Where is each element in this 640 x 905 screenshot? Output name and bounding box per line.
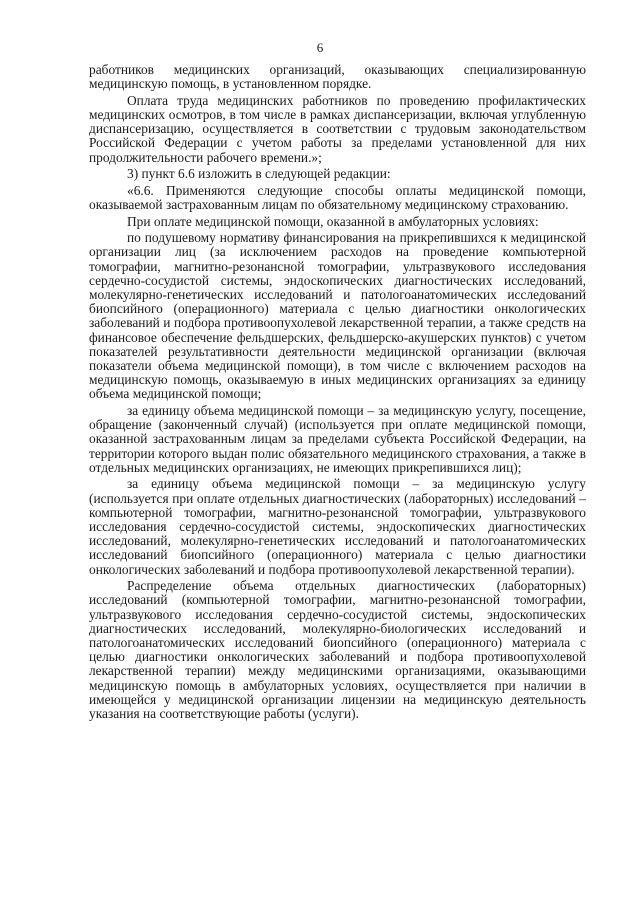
paragraph: При оплате медицинской помощи, оказанной в амбулаторных условиях: [127, 213, 539, 229]
paragraph: Оплата труда медицинских работников по проведению профилактических медицинских осмотров, в том числе в рамках диспансеризации, включая углубленную диспансеризацию, осуществляется в соответствии с трудовым законодательством Российской Федерации с учетом работы за пределами установленной для них продолжительности рабочего времени.»; [89, 92, 586, 165]
document-body [89, 63, 586, 724]
paragraph: работников медицинских организаций, оказывающих специализированную медицинскую помощь, в установленном порядке. [89, 62, 586, 92]
paragraph: Распределение объема отдельных диагностических (лабораторных) исследований (компьютерной томографии, магнитно-резонансной томографии, ультразвукового исследования сердечно-сосудистой системы, эндоскопических диагностических исследований, молекулярно-биологических исследований и патологоанатомических исследований биопсийного (операционного) материала с целью диагностики онкологических заболеваний и подбора противоопухолевой лекарственной терапии) между медицинскими организациями, оказывающими медицинскую помощь в амбулаторных условиях, осуществляется при наличии в имеющейся у медицинской организации лицензии на медицинскую деятельность указания на соответствующие работы (услуги). [89, 578, 586, 722]
paragraph: за единицу объема медицинской помощи – за медицинскую услугу, посещение, обращение (законченный случай) (используется при оплате медицинской помощи, оказанной застрахованным лицам за пределами субъекта Российской Федерации, на территории которого выдан полис обязательного медицинского страхования, а также в отдельных медицинских организациях, не имеющих прикрепившихся лиц); [89, 403, 586, 475]
paragraph: «6.6. Применяются следующие способы оплаты медицинской помощи, оказываемой застрахованным лицам по обязательному медицинскому страхованию. [89, 182, 586, 212]
paragraph: по подушевому нормативу финансирования на прикрепившихся к медицинской организации лиц (за исключением расходов на проведение компьютерной томографии, магнитно-резонансной томографии, ультразвукового исследования сердечно-сосудистой системы, эндоскопических диагностических исследований, молекулярно-генетических исследований и патологоанатомических исследований биопсийного (операционного) материала с целью диагностики онкологических заболеваний и подбора противоопухолевой лекарственной терапии, а также средств на финансовое обеспечение фельдшерских, фельдшерско-акушерских пунктов) с учетом показателей результативности деятельности медицинской организации (включая показатели объема медицинской помощи), в том числе с включением расходов на медицинскую помощь, оказываемую в иных медицинских организациях за единицу объема медицинской помощи; [89, 230, 586, 402]
paragraph: за единицу объема медицинской помощи – за медицинскую услугу (используется при оплате отдельных диагностических (лабораторных) исследований – компьютерной томографии, магнитно-резонансной томографии, ультразвукового исследования сердечно-сосудистой системы, эндоскопических диагностических исследований, молекулярно-генетических исследований и патологоанатомических исследований биопсийного (операционного) материала с целью диагностики онкологических заболеваний и подбора противоопухолевой лекарственной терапии). [89, 476, 586, 577]
paragraph: 3) пункт 6.6 изложить в следующей редакции: [127, 166, 391, 182]
page-number: 6 [316, 40, 324, 55]
